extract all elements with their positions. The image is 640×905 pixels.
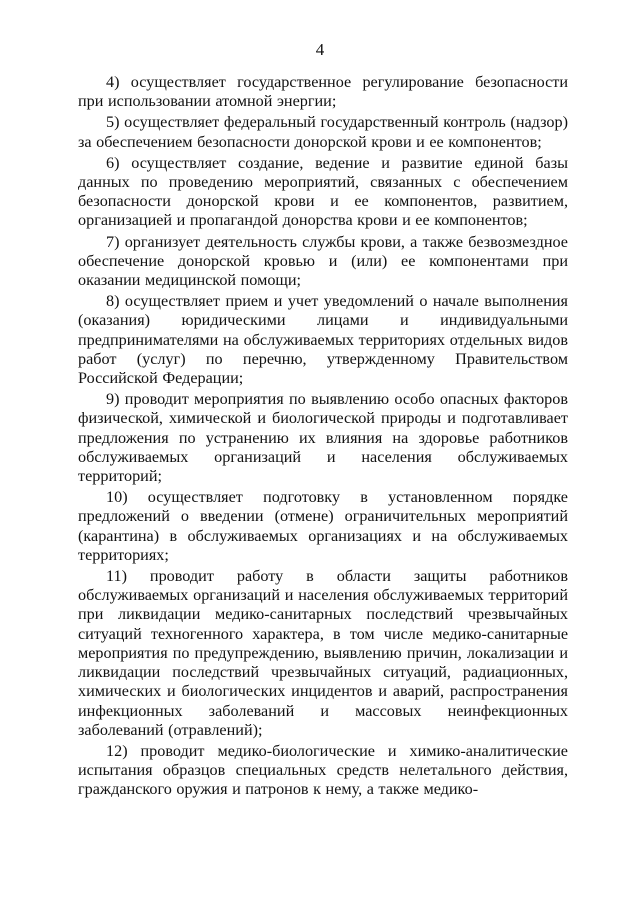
- paragraph-item-11: 11) проводит работу в области защиты работников обслуживаемых организаций и населения обслуживаемых территорий при ликвидации медико-санитарных последствий чрезвычайных ситуаций техногенного характера, в том числе медико-санитарные мероприятия по предупреждению, выявлению причин, локализации и ликвидации последствий чрезвычайных ситуаций, радиационных, химических и биологических инцидентов и аварий, распространения инфекционных заболеваний и массовых неинфекционных заболеваний (отравлений);: [78, 567, 568, 739]
- paragraph-item-10: 10) осуществляет подготовку в установленном порядке предложений о введении (отмене) ограничительных мероприятий (карантина) в обслуживаемых организациях и на обслуживаемых территориях;: [78, 488, 568, 564]
- paragraph-item-12: 12) проводит медико-биологические и химико-аналитические испытания образцов специальных средств нелетального действия, гражданского оружия и патронов к нему, а также медико-: [78, 741, 568, 799]
- document-body: [78, 73, 568, 802]
- paragraph-item-9: 9) проводит мероприятия по выявлению особо опасных факторов физической, химической и биологической природы и подготавливает предложения по устранению их влияния на здоровье работников обслуживаемых организаций и населения обслуживаемых территорий;: [78, 390, 568, 486]
- paragraph-item-5: 5) осуществляет федеральный государственный контроль (надзор) за обеспечением безопасности донорской крови и ее компонентов;: [78, 113, 568, 151]
- page-number: 4: [315, 40, 325, 59]
- paragraph-item-8: 8) осуществляет прием и учет уведомлений о начале выполнения (оказания) юридическими лицами и индивидуальными предпринимателями на обслуживаемых территориях отдельных видов работ (услуг) по перечню, утвержденному Правительством Российской Федерации;: [78, 292, 568, 388]
- paragraph-item-6: 6) осуществляет создание, ведение и развитие единой базы данных по проведению мероприятий, связанных с обеспечением безопасности донорской крови и ее компонентов, развитием, организацией и пропагандой донорства крови и ее компонентов;: [78, 153, 568, 230]
- paragraph-item-4: 4) осуществляет государственное регулирование безопасности при использовании атомной энергии;: [78, 73, 568, 111]
- paragraph-item-7: 7) организует деятельность службы крови, а также безвозмездное обеспечение донорской кровью и (или) ее компонентами при оказании медицинской помощи;: [78, 232, 568, 290]
